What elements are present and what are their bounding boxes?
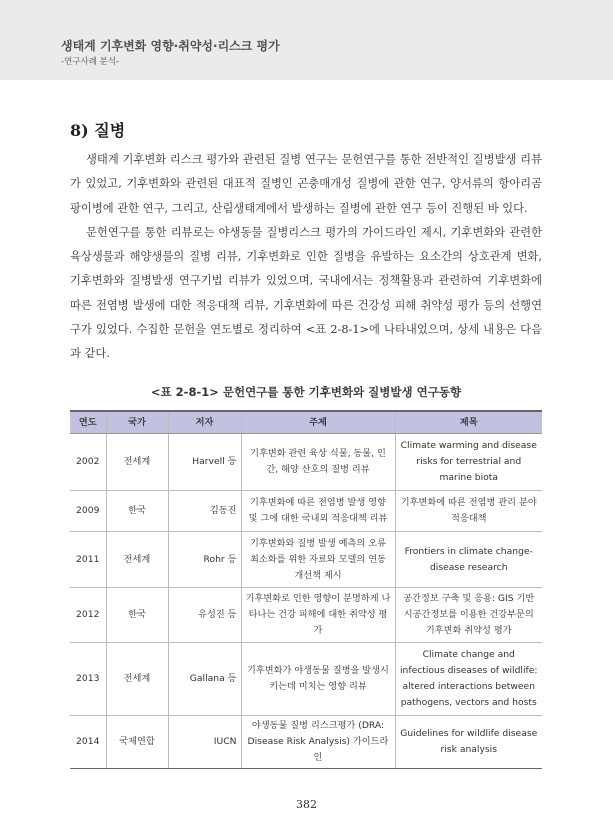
cell-author: 김동진 [168,491,241,532]
section-heading: 8) 질병 [70,121,126,140]
cell-author: IUCN [168,716,241,769]
cell-country: 한국 [106,588,168,643]
running-header [0,0,613,80]
cell-year: 2011 [70,532,106,588]
table-header-row [70,411,542,434]
table-row [70,716,542,769]
cell-topic: 기후변화 관련 육상 식물, 동물, 인간, 해양 산호의 질병 리뷰 [241,434,395,491]
table-caption: <표 2-8-1> 문헌연구를 통한 기후변화와 질병발생 연구동향 [150,385,462,399]
cell-topic: 기후변화와 질병 발생 예측의 오류 최소화를 위한 자료와 모델의 연동 개선책 제시 [241,532,395,588]
table-row [70,588,542,643]
cell-country: 전세계 [106,434,168,491]
cell-author: 유성진 등 [168,588,241,643]
body-text [70,148,542,367]
table-row [70,434,542,491]
cell-year: 2002 [70,434,106,491]
column-header-country: 국가 [106,411,168,434]
research-trends-table [70,410,542,769]
cell-year: 2013 [70,643,106,716]
paragraph: 생태계 기후변화 리스크 평가와 관련된 질병 연구는 문헌연구를 통한 전반적인 질병발생 리뷰가 있었고, 기후변화와 관련된 대표적 질병인 곤충매개성 질병에 관한 연구, 양서류의 항아리곰팡이병에 관한 연구, 그리고, 산림생태계에서 발생하는 질병에 관한 연구 등이 진행된 바 있다. [70,153,542,215]
cell-country: 한국 [106,491,168,532]
column-header-title: 제목 [395,411,542,434]
cell-country: 국제연합 [106,716,168,769]
cell-topic: 기후변화가 야생동물 질병을 발생시키는데 미치는 영향 리뷰 [241,643,395,716]
cell-year: 2014 [70,716,106,769]
cell-title: Frontiers in climate change-disease research [395,532,542,588]
cell-country: 전세계 [106,532,168,588]
cell-title: 공간정보 구축 및 응용: GIS 기반 시공간정보를 이용한 건강부문의 기후변화 취약성 평가 [395,588,542,643]
table-row [70,532,542,588]
header-subtitle: -연구사례 분석- [61,57,120,67]
cell-topic: 기후변화로 인한 영향이 분명하게 나타나는 건강 피해에 대한 취약성 평가 [241,588,395,643]
cell-topic: 기후변화에 따른 전염병 발생 영향 및 그에 대한 국내외 적응대책 리뷰 [241,491,395,532]
cell-author: Rohr 등 [168,532,241,588]
cell-year: 2012 [70,588,106,643]
column-header-topic: 주제 [241,411,395,434]
page-number: 382 [296,798,317,811]
column-header-year: 연도 [70,411,106,434]
cell-title: Climate change and infectious diseases of wildlife: altered interactions between pathogens, vectors and hosts [395,643,542,716]
cell-title: Guidelines for wildlife disease risk analysis [395,716,542,769]
cell-topic: 야생동물 질병 리스크평가 (DRA: Disease Risk Analysis) 가이드라인 [241,716,395,769]
column-header-author: 저자 [168,411,241,434]
cell-author: Harvell 등 [168,434,241,491]
cell-title: Climate warming and disease risks for terrestrial and marine biota [395,434,542,491]
cell-country: 전세계 [106,643,168,716]
cell-author: Gallana 등 [168,643,241,716]
header-title: 생태계 기후변화 영향·취약성·리스크 평가 [61,39,280,53]
cell-year: 2009 [70,491,106,532]
table-row [70,643,542,716]
cell-title: 기후변화에 따른 전염병 관리 분야 적응대책 [395,491,542,532]
paragraph: 문헌연구를 통한 리뷰로는 야생동물 질병리스크 평가의 가이드라인 제시, 기후변화와 관련한 육상생물과 해양생물의 질병 리뷰, 기후변화로 인한 질병을 유발하는 요소간의 상호관계 변화, 기후변화와 질병발생 연구기법 리뷰가 있었으며, 국내에서는 정책활용과 관련하여 기후변화에 따른 전염병 발생에 대한 적응대책 리뷰, 기후변화에 따른 건강성 피해 취약성 평가 등의 선행연구가 있었다. 수집한 문헌을 연도별로 정리하여 <표 2-8-1>에 나타내었으며, 상세 내용은 다음과 같다. [70,225,542,361]
table-row [70,491,542,532]
